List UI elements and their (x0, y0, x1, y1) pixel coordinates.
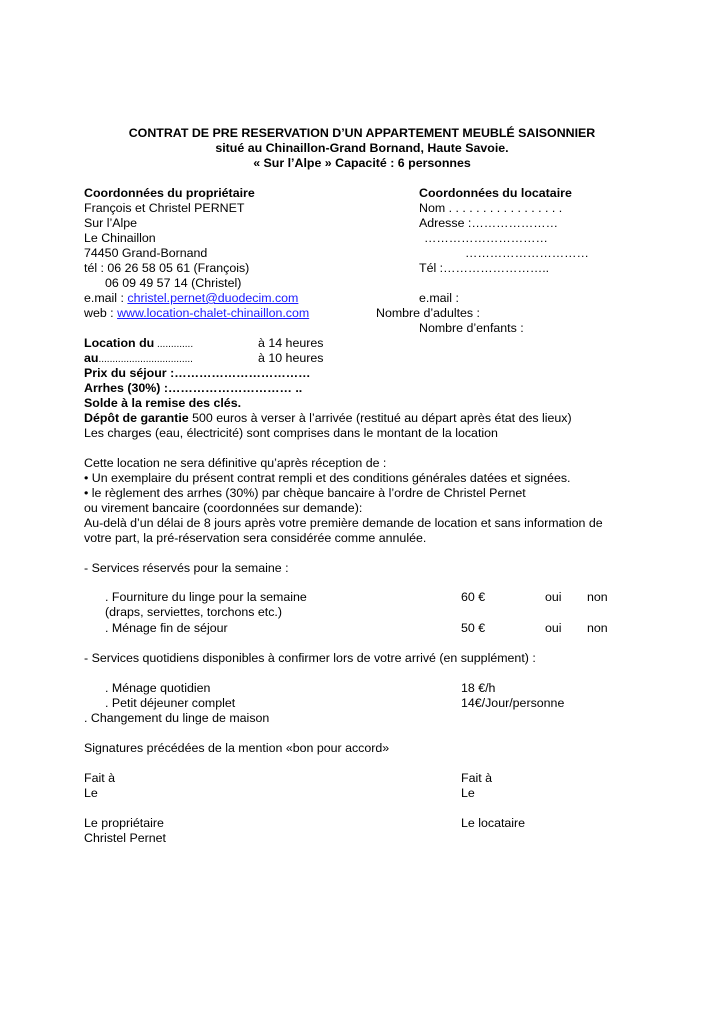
location-start-dots: ............. (154, 339, 194, 350)
delay-note-line1: Au-delà d’un délai de 8 jours après votre première demande de location et sans information de (84, 516, 603, 530)
owner-signature-role: Le propriétaire (84, 816, 164, 830)
service-daily-cleaning-price: 18 €/h (461, 681, 496, 695)
owner-web-link[interactable]: www.location-chalet-chinaillon.com (117, 306, 310, 320)
condition-bullet-1: • Un exemplaire du présent contrat rempli et des conditions générales datées et signées. (84, 471, 571, 485)
service-breakfast: . Petit déjeuner complet (105, 696, 236, 710)
tenant-address-line3: ………………………… (465, 246, 589, 260)
delay-note-line2: votre part, la pré-réservation sera considérée comme annulée. (84, 531, 427, 545)
service-linen-week-detail: (draps, serviettes, torchons etc.) (105, 605, 282, 619)
owner-address-line3: 74450 Grand-Bornand (84, 246, 208, 260)
tenant-signed-date: Le (461, 786, 475, 800)
owner-web-label: web : (84, 306, 118, 320)
price-field: Prix du séjour :…………………………… (84, 366, 311, 380)
service-linen-change: . Changement du linge de maison (84, 711, 270, 725)
tenant-adults-field: Nombre d’adultes : (376, 306, 480, 320)
service-final-cleaning-yes[interactable]: oui (545, 621, 562, 635)
condition-bullet-2: • le règlement des arrhes (30%) par chèque bancaire à l’ordre de Christel Pernet (84, 486, 526, 500)
tenant-signature-role: Le locataire (461, 816, 526, 830)
deposit-30-field: Arrhes (30%) :………………………… .. (84, 381, 303, 395)
owner-signed-at: Fait à (84, 771, 115, 785)
owner-signature-name: Christel Pernet (84, 831, 166, 845)
charges-note: Les charges (eau, électricité) sont comprises dans le montant de la location (84, 426, 498, 440)
owner-name: François et Christel PERNET (84, 201, 245, 215)
service-linen-week: . Fourniture du linge pour la semaine (105, 590, 307, 604)
security-deposit-text: 500 euros à verser à l’arrivée ( (188, 411, 361, 425)
service-linen-week-no[interactable]: non (587, 590, 608, 604)
tenant-children-field: Nombre d’enfants : (419, 321, 524, 335)
owner-web-row (84, 306, 309, 321)
owner-email-row (84, 291, 298, 306)
location-start-row (84, 336, 193, 352)
tenant-email-field: e.mail : (419, 291, 459, 305)
contract-title: CONTRAT DE PRE RESERVATION D’UN APPARTEMENT MEUBLÉ SAISONNIER (128, 126, 596, 140)
tenant-heading: Coordonnées du locataire (419, 186, 572, 200)
services-daily-heading: - Services quotidiens disponibles à confirmer lors de votre arrivé (en supplément) : (84, 651, 536, 665)
contract-location: situé au Chinaillon-Grand Bornand, Haute Savoie. (215, 141, 509, 155)
service-breakfast-price: 14€/Jour/personne (461, 696, 565, 710)
service-final-cleaning-no[interactable]: non (587, 621, 608, 635)
services-week-heading: - Services réservés pour la semaine : (84, 561, 289, 575)
security-deposit-row (84, 411, 572, 426)
owner-heading: Coordonnées du propriétaire (84, 186, 255, 200)
location-start-time: à 14 heures (258, 336, 324, 350)
tenant-signed-at: Fait à (461, 771, 492, 785)
tenant-address-field: Adresse :………………… (419, 216, 559, 230)
location-start-label: Location du (84, 336, 155, 350)
owner-signed-date: Le (84, 786, 98, 800)
owner-email-link[interactable]: christel.pernet@duodecim.com (127, 291, 299, 305)
owner-phone-francois: tél : 06 26 58 05 61 (François) (84, 261, 250, 275)
location-end-dots: .................................. (98, 354, 193, 365)
service-final-cleaning: . Ménage fin de séjour (105, 621, 228, 635)
owner-phone-christel: 06 09 49 57 14 (Christel) (105, 276, 242, 290)
location-end-row (84, 351, 193, 367)
tenant-address-line2: ………………………… (424, 231, 548, 245)
owner-address-line1: Sur l’Alpe (84, 216, 138, 230)
contract-capacity: « Sur l’Alpe » Capacité : 6 personnes (253, 156, 471, 170)
owner-address-line2: Le Chinaillon (84, 231, 156, 245)
security-deposit-label: Dépôt de garantie (84, 411, 189, 425)
owner-email-label: e.mail : (84, 291, 128, 305)
service-linen-week-price: 60 € (461, 590, 486, 604)
service-linen-week-yes[interactable]: oui (545, 590, 562, 604)
tenant-phone-field: Tél :…………………….. (419, 261, 550, 275)
conditions-intro: Cette location ne sera définitive qu’après réception de : (84, 456, 387, 470)
tenant-name-field: Nom . . . . . . . . . . . . . . . . . (419, 201, 563, 215)
security-deposit-text-2: restitué au départ après état des lieux) (360, 411, 572, 425)
location-end-time: à 10 heures (258, 351, 324, 365)
service-daily-cleaning: . Ménage quotidien (105, 681, 211, 695)
balance-note: Solde à la remise des clés. (84, 396, 242, 410)
location-end-label: au (84, 351, 99, 365)
signatures-intro: Signatures précédées de la mention «bon pour accord» (84, 741, 390, 755)
service-final-cleaning-price: 50 € (461, 621, 486, 635)
condition-bullet-2-cont: ou virement bancaire (coordonnées sur demande): (84, 501, 363, 515)
